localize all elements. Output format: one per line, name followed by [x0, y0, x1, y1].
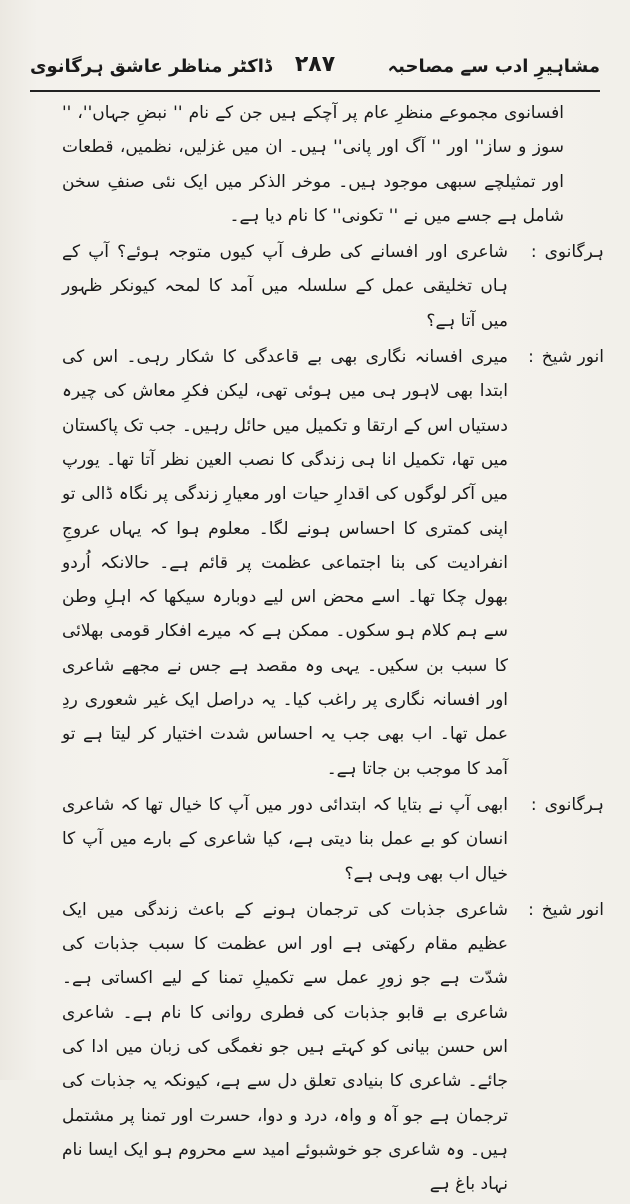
dialogue-text: شاعری جذبات کی ترجمان ہونے کے باعث زندگی میں ایک عظیم مقام رکھتی ہے اور اس عظمت کا سبب جذبات کی شدّت ہے جو زورِ عمل سے تکمیلِ تمنا کے لیے اکساتی ہے۔ شاعری بے قابو جذبات کی فطری روانی کا نام ہے۔ شاعری اس حسن بیانی کو کہتے ہیں جو نغمگی کی زبان میں ادا کی جائے۔ شاعری کا بنیادی تعلق دل سے ہے، کیونکہ یہ جذبات کی ترجمان ہے جو آہ و واہ، درد و دوا، حسرت اور تمنا پر مشتمل ہیں۔ وہ شاعری جو خوشبوئے امید سے محروم ہو ایک ایسا نام نہاد باغ ہے [62, 899, 508, 1195]
book-title: مشاہیرِ ادب سے مصاحبہ [387, 56, 600, 77]
dialogue-text: شاعری اور افسانے کی طرف آپ کیوں متوجہ ہوئے؟ آپ کے ہاں تخلیقی عمل کے سلسلہ میں آمد کا لمحہ کیونکر ظہور میں آتا ہے؟ [62, 242, 508, 331]
dialogue-entry [62, 893, 604, 1202]
speaker-name: ہرگانوی: [530, 794, 604, 815]
dialogue-text: میری افسانہ نگاری بھی بے قاعدگی کا شکار رہی۔ اس کی ابتدا بھی لاہور ہی میں ہوئی تھی، لیکن فکرِ معاش کی چیرہ دستیاں اس کے ارتقا و تکمیل میں حائل رہیں۔ جب تک پاکستان میں تھا، تکمیل انا ہی زندگی کا نصب العین نظر آتا تھا۔ یورپ میں آکر لوگوں کی اقدارِ حیات اور معیارِ زندگی پر نگاہ ڈالی تو اپنی کمتری کا احساس ہونے لگا۔ معلوم ہوا کہ یہاں عروجِ انفرادیت کی بنا اجتماعی عظمت پر قائم ہے۔ حالانکہ اُردو بھول چکا تھا۔ اسے محض اس لیے دوبارہ سیکھا کہ اہلِ وطن سے ہم کلام ہو سکوں۔ ممکن ہے کہ میرے افکار قومی بھلائی کا سبب بن سکیں۔ یہی وہ مقصد ہے جس نے مجھے شاعری اور افسانہ نگاری پر راغب کیا۔ یہ دراصل ایک غیر شعوری ردِ عمل تھا۔ اب بھی جب یہ احساس شدت اختیار کر لیتا ہے تو آمد کا موجب بن جاتا ہے۔ [62, 347, 508, 779]
page-header [30, 50, 600, 92]
page-number: ۲۸۷ [294, 52, 336, 77]
dialogue-entry [62, 340, 604, 786]
dialogue-entry [62, 788, 604, 891]
speaker-name: انور شیخ: [528, 899, 604, 920]
intro-text: افسانوی مجموعے منظرِ عام پر آچکے ہیں جن کے نام '' نبضِ جہاں''، '' سوز و ساز'' اور '' آگ اور پانی'' ہیں۔ ان میں غزلیں، نظمیں، قطعات اور تمثیلچے سبھی موجود ہیں۔ موخر الذکر میں ایک نئی صنفِ سخن شامل ہے جسے میں نے '' تکونی'' کا نام دیا ہے۔ [62, 103, 564, 226]
author-name: ڈاکٹر مناظر عاشق ہرگانوی [30, 56, 272, 77]
speaker-name: انور شیخ: [528, 347, 604, 368]
dialogue-text: ابھی آپ نے بتایا کہ ابتدائی دور میں آپ کا خیال تھا کہ شاعری انسان کو بے عمل بنا دیتی ہے، کیا شاعری کے بارے میں آپ کا خیال اب بھی وہی ہے؟ [62, 794, 508, 884]
speaker-name: ہرگانوی: [530, 242, 604, 263]
page-body [62, 96, 604, 1204]
dialogue-entry [62, 235, 604, 338]
intro-paragraph [62, 96, 604, 233]
